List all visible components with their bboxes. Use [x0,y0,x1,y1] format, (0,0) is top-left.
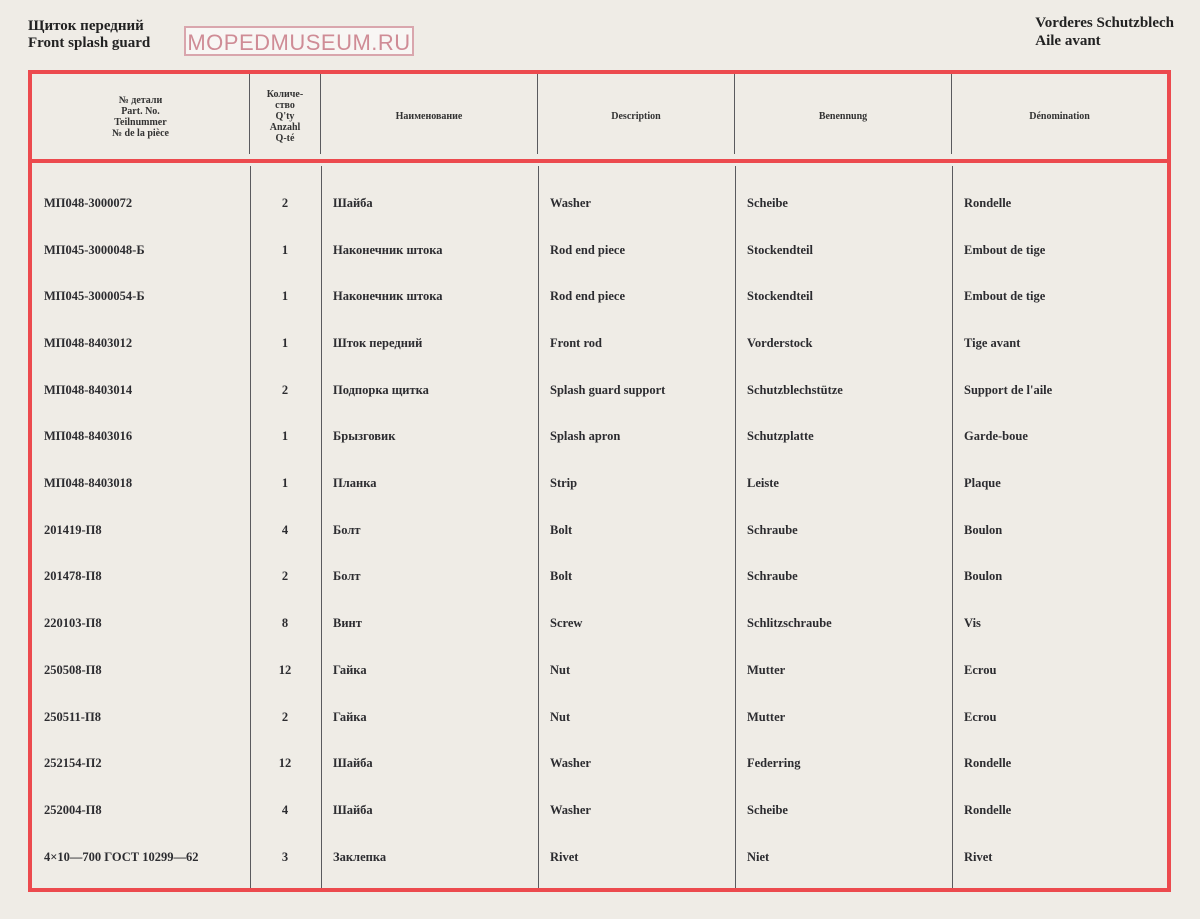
description-en-cell: Bolt [550,569,573,584]
benennung-de-cell: Schraube [747,522,798,537]
header-label: Teilnummer [114,116,167,128]
column-header-de: Benennung [818,111,868,122]
column-header-part-no [32,74,249,159]
denomination-fr-cell: Boulon [964,522,1003,537]
column-header-fr: Dénomination [1029,111,1090,122]
part-number-cell: МП048-8403014 [44,382,133,397]
part-number-cell: МП048-8403016 [44,429,133,444]
column-header-qty [250,74,320,159]
benennung-de-cell: Scheibe [747,195,788,210]
part-number-cell: МП045-3000054-Б [44,289,145,304]
part-number-cell: МП048-8403012 [44,335,133,350]
table-row [32,320,1167,367]
quantity-cell: 12 [278,756,292,771]
benennung-de-cell: Niet [747,849,770,864]
header-label: Part. No. [121,105,160,117]
description-en-cell: Washer [550,802,591,817]
header-separator [28,159,1171,163]
quantity-cell: 4 [281,522,289,537]
denomination-fr-cell: Rondelle [964,802,1012,817]
description-en-cell: Screw [550,616,583,631]
table-row [32,367,1167,414]
page-title-left [28,18,150,52]
title-fr: Aile avant [1035,33,1101,49]
quantity-cell: 3 [281,849,289,864]
name-ru-cell: Болт [333,569,361,584]
part-number-cell: 250511-П8 [44,709,101,724]
description-en-cell: Splash apron [550,429,621,444]
benennung-de-cell: Schraube [747,569,798,584]
description-en-cell: Nut [550,662,571,677]
denomination-fr-cell: Rivet [964,849,993,864]
benennung-de-cell: Leiste [747,476,779,491]
denomination-fr-cell: Rondelle [964,756,1012,771]
denomination-fr-cell: Support de l'aile [964,382,1053,397]
description-en-cell: Rod end piece [550,242,625,257]
table-row [32,787,1167,834]
header-label: Количе- [266,89,304,100]
table-row [32,834,1167,881]
denomination-fr-cell: Embout de tige [964,242,1046,257]
benennung-de-cell: Scheibe [747,802,788,817]
table-row [32,600,1167,647]
description-en-cell: Washer [550,756,591,771]
name-ru-cell: Гайка [333,662,367,677]
name-ru-cell: Заклепка [333,849,387,864]
quantity-cell: 2 [281,569,289,584]
table-row [32,694,1167,741]
table-row [32,227,1167,274]
header-label: Q'ty [275,111,295,122]
quantity-cell: 2 [281,709,289,724]
description-en-cell: Rivet [550,849,579,864]
name-ru-cell: Наконечник штока [333,242,443,257]
header-label: № de la pièce [112,127,169,139]
title-de: Vorderes Schutzblech [1035,15,1174,31]
name-ru-cell: Винт [333,616,362,631]
benennung-de-cell: Mutter [747,709,786,724]
quantity-cell: 1 [281,289,289,304]
description-en-cell: Splash guard support [550,382,666,397]
name-ru-cell: Подпорка щитка [333,382,429,397]
name-ru-cell: Шток передний [333,335,423,350]
table-row [32,740,1167,787]
name-ru-cell: Гайка [333,709,367,724]
quantity-cell: 8 [281,616,289,631]
quantity-cell: 1 [281,429,289,444]
column-header-ru: Наименование [395,111,463,122]
table-row [32,414,1167,461]
name-ru-cell: Планка [333,476,377,491]
header-label: Anzahl [269,122,301,133]
quantity-cell: 1 [281,335,289,350]
quantity-cell: 12 [278,662,292,677]
quantity-cell: 2 [281,382,289,397]
table-row [32,460,1167,507]
denomination-fr-cell: Vis [964,616,981,631]
part-number-cell: МП045-3000048-Б [44,242,145,257]
name-ru-cell: Шайба [333,756,373,771]
benennung-de-cell: Mutter [747,662,786,677]
table-row [32,507,1167,554]
benennung-de-cell: Stockendteil [747,289,813,304]
table-row [32,273,1167,320]
column-header-en: Description [611,111,661,122]
description-en-cell: Nut [550,709,571,724]
part-number-cell: МП048-8403018 [44,476,133,491]
name-ru-cell: Шайба [333,195,373,210]
quantity-cell: 1 [281,476,289,491]
benennung-de-cell: Schlitzschraube [747,616,832,631]
denomination-fr-cell: Tige avant [964,335,1021,350]
description-en-cell: Washer [550,195,591,210]
benennung-de-cell: Stockendteil [747,242,813,257]
benennung-de-cell: Vorderstock [747,335,813,350]
quantity-cell: 4 [281,802,289,817]
part-number-cell: 252004-П8 [44,802,102,817]
denomination-fr-cell: Rondelle [964,195,1012,210]
description-en-cell: Strip [550,476,578,491]
part-number-cell: 4×10—700 ГОСТ 10299—62 [44,849,199,864]
watermark-logo: MOPEDMUSEUM.RU [184,26,414,56]
part-number-cell: 220103-П8 [44,616,102,631]
denomination-fr-cell: Embout de tige [964,289,1046,304]
part-number-cell: МП048-3000072 [44,195,133,210]
quantity-cell: 1 [281,242,289,257]
quantity-cell: 2 [281,195,289,210]
denomination-fr-cell: Ecrou [964,662,997,677]
table-row [32,554,1167,601]
description-en-cell: Front rod [550,335,602,350]
benennung-de-cell: Federring [747,756,801,771]
description-en-cell: Rod end piece [550,289,625,304]
name-ru-cell: Шайба [333,802,373,817]
title-ru: Щиток передний [28,18,144,34]
part-number-cell: 201478-П8 [44,569,102,584]
benennung-de-cell: Schutzblechstütze [747,382,843,397]
benennung-de-cell: Schutzplatte [747,429,814,444]
denomination-fr-cell: Garde-boue [964,429,1028,444]
name-ru-cell: Болт [333,522,361,537]
description-en-cell: Bolt [550,522,573,537]
page-title-right [1035,14,1174,50]
name-ru-cell: Брызговик [333,429,396,444]
title-en: Front splash guard [28,35,151,51]
part-number-cell: 252154-П2 [44,756,102,771]
denomination-fr-cell: Boulon [964,569,1003,584]
header-label: Q-té [275,133,295,144]
part-number-cell: 250508-П8 [44,662,102,677]
table-row [32,647,1167,694]
header-label: № детали [118,94,163,106]
denomination-fr-cell: Ecrou [964,709,997,724]
table-row [32,180,1167,227]
name-ru-cell: Наконечник штока [333,289,443,304]
part-number-cell: 201419-П8 [44,522,102,537]
header-label: ство [275,100,295,111]
denomination-fr-cell: Plaque [964,476,1001,491]
